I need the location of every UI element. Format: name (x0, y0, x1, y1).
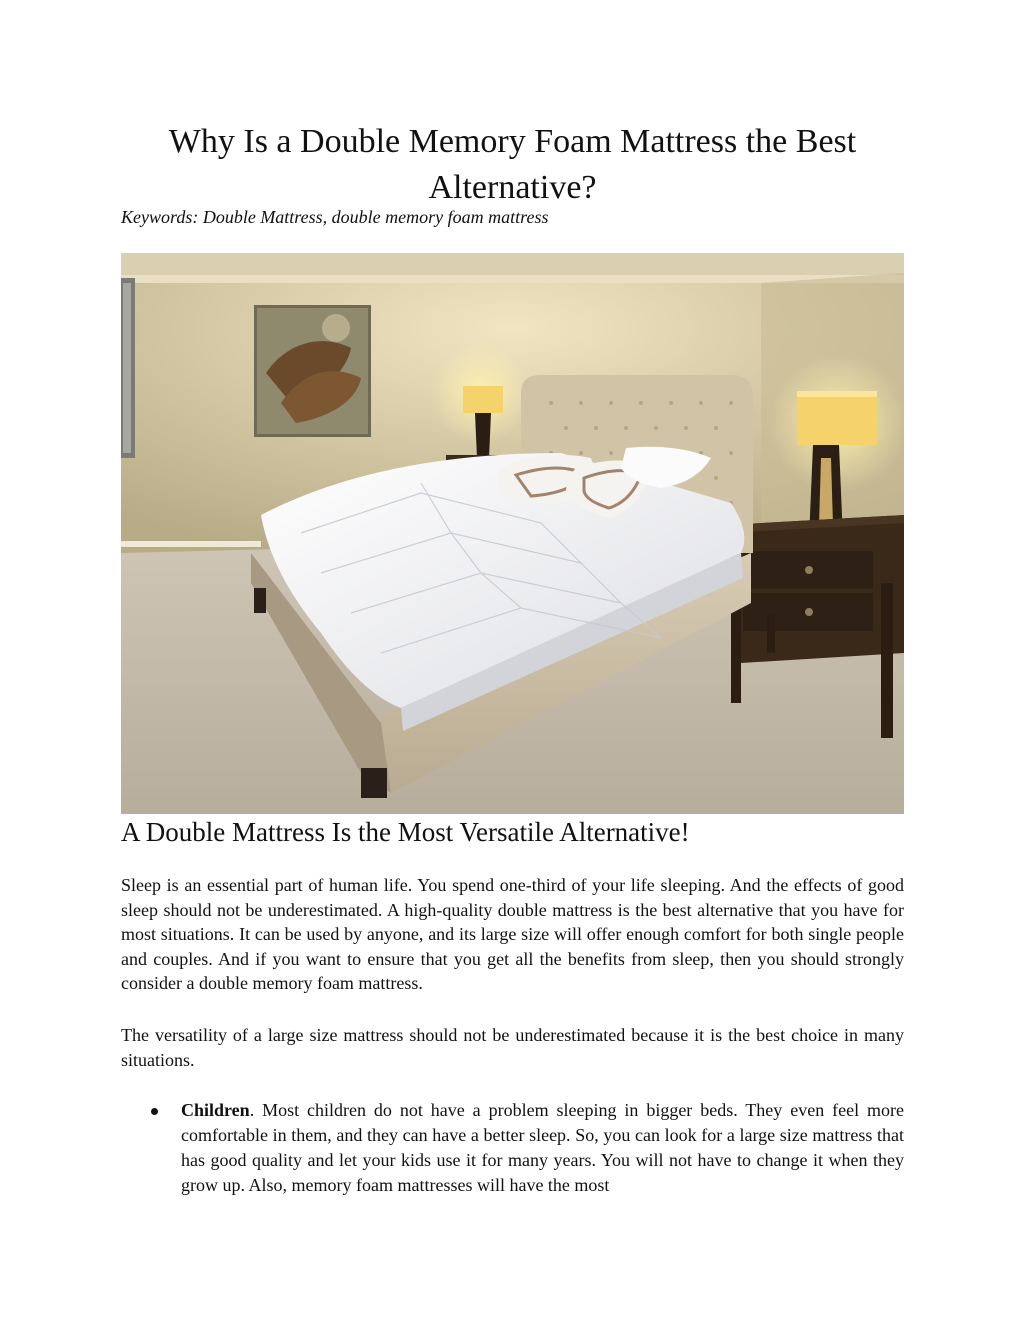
bullet-dot-icon (151, 1108, 158, 1115)
bullet-text: . Most children do not have a problem sleeping in bigger beds. They even feel more comfortable in them, and they can have a better sleep. So, you can look for a large size mattress that has good quality and let your kids use it for many years. You will not have to change it when they grow up. Also, memory foam mattresses will have the most (181, 1100, 904, 1195)
keywords-line: Keywords: Double Mattress, double memory foam mattress (121, 207, 549, 227)
bullet-list (121, 1098, 904, 1198)
list-item (121, 1098, 904, 1198)
document-title: Why Is a Double Memory Foam Mattress the Best Alternative? (168, 123, 857, 206)
bedroom-photo (121, 253, 904, 814)
paragraph-2: The versatility of a large size mattress should not be underestimated because it is the best choice in many situations. (121, 1025, 904, 1070)
paragraph-1: Sleep is an essential part of human life. You spend one-third of your life sleeping. And the effects of good sleep should not be underestimated. A high-quality double mattress is the best alternative that you have for most situations. It can be used by anyone, and its large size will offer enough comfort for both single people and couples. And if you want to ensure that you get all the benefits from sleep, then you should strongly consider a double memory foam mattress. (121, 875, 904, 994)
section-heading: A Double Mattress Is the Most Versatile Alternative! (121, 817, 690, 847)
bullet-term: Children (181, 1100, 250, 1120)
